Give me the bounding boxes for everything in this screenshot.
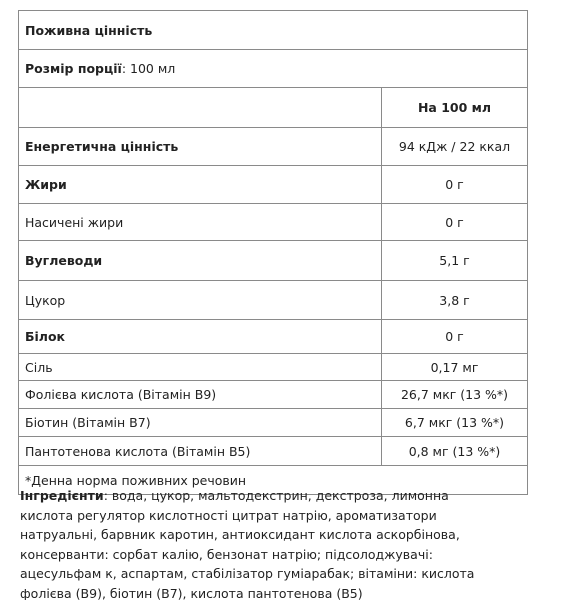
ingredients-label: Інгредієнти xyxy=(20,488,104,503)
serving-size-row xyxy=(19,50,527,88)
table-row xyxy=(19,241,527,281)
column-header: На 100 мл xyxy=(417,100,492,115)
nutrient-value: 5,1 г xyxy=(439,253,470,268)
footnote: *Денна норма поживних речовин xyxy=(25,472,247,488)
nutrient-name: Фолієва кислота (Вітамін B9) xyxy=(19,381,382,408)
serving-size-label: Розмір порції xyxy=(25,61,122,76)
table-row xyxy=(19,320,527,354)
table-row xyxy=(19,354,527,381)
nutrient-name: Енергетична цінність xyxy=(19,128,382,165)
nutrient-name: Біотин (Вітамін B7) xyxy=(19,409,382,436)
table-row xyxy=(19,381,527,409)
nutrient-value: 0,8 мг (13 %*) xyxy=(408,443,501,459)
nutrient-value: 0 г xyxy=(445,329,464,344)
nutrient-name: Насичені жири xyxy=(19,204,382,240)
nutrition-table xyxy=(18,10,528,495)
nutrient-value: 0 г xyxy=(445,177,464,192)
nutrient-value: 26,7 мкг (13 %*) xyxy=(400,387,509,402)
header-blank-cell xyxy=(19,88,382,127)
nutrient-name: Сіль xyxy=(19,354,382,380)
table-row xyxy=(19,166,527,204)
nutrient-value: 3,8 г xyxy=(439,292,470,308)
serving-size xyxy=(19,50,527,87)
nutrient-value: 6,7 мкг (13 %*) xyxy=(404,415,505,430)
table-row xyxy=(19,281,527,320)
table-row xyxy=(19,128,527,166)
nutrient-name: Вуглеводи xyxy=(19,241,382,280)
nutrient-name: Білок xyxy=(19,320,382,353)
table-title: Поживна цінність xyxy=(25,22,153,38)
table-row xyxy=(19,204,527,241)
serving-size-value: : 100 мл xyxy=(121,61,176,76)
nutrient-value: 0 г xyxy=(445,214,464,230)
table-row xyxy=(19,437,527,466)
nutrient-value: 0,17 мг xyxy=(430,359,479,375)
nutrient-name: Цукор xyxy=(19,281,382,319)
ingredients-list: : вода, цукор, мальтодекстрин, декстроза, лимонна кислота регулятор кислотності цитрат натрію, ароматизатори натруальні, барвник каротин, антиоксидант кислота аскорбінова, консерванти: сорбат калію, бензонат натрію; підсолоджувачі: ацесульфам к, аспартам, стабілізатор гуміарабак; вітаміни: кислота фолієва (B9), біотин (B7), кислота пантотенова (B5) xyxy=(20,488,475,600)
nutrient-value: 94 кДж / 22 ккал xyxy=(398,139,511,154)
table-header-row xyxy=(19,88,527,128)
table-row xyxy=(19,409,527,437)
nutrient-name: Пантотенова кислота (Вітамін B5) xyxy=(19,437,382,465)
ingredients-text xyxy=(20,486,490,600)
table-title-row xyxy=(19,11,527,50)
nutrient-name: Жири xyxy=(19,166,382,203)
